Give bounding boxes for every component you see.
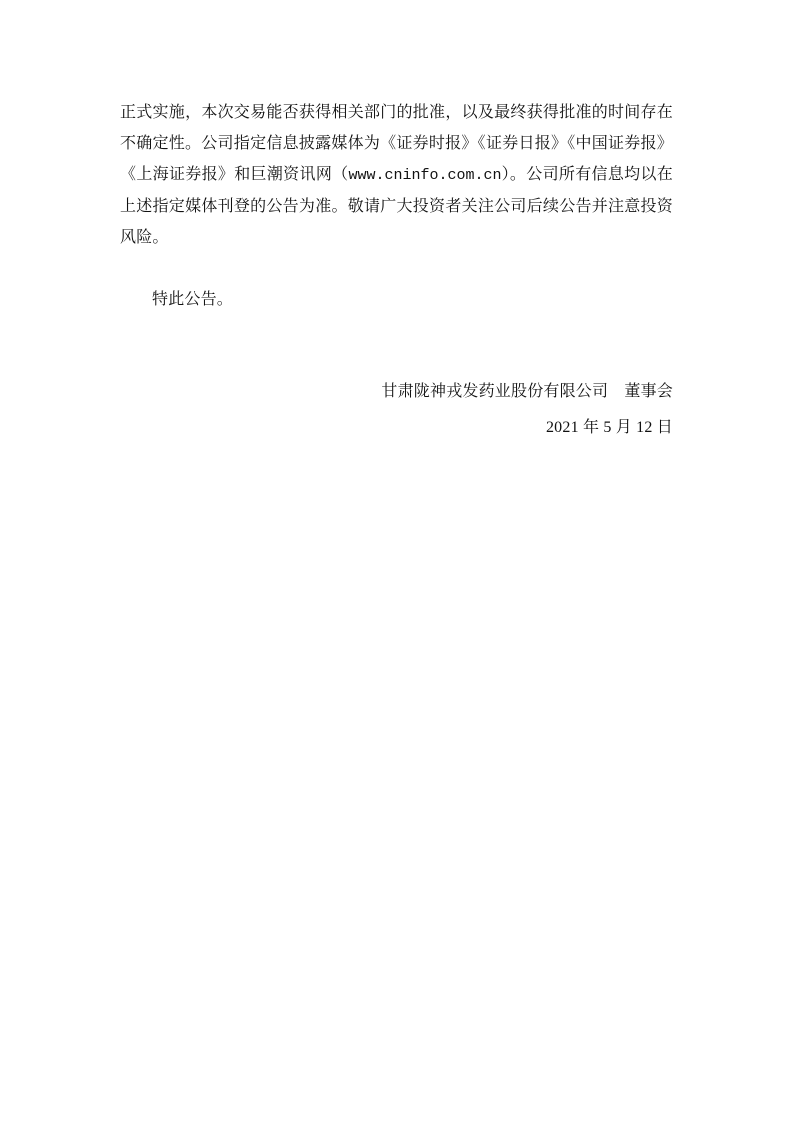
- document-content: [120, 97, 673, 443]
- signature-date: 2021 年 5 月 12 日: [545, 419, 673, 436]
- cninfo-url: www.cninfo.com.cn: [348, 167, 502, 184]
- body-paragraph: [120, 97, 673, 253]
- signature-block: [120, 376, 673, 443]
- signature-company: 甘肃陇神戎发药业股份有限公司 董事会: [381, 383, 673, 400]
- paragraph-text-after-url: ）。公司所有信息均以在上述指定媒体刊登的公告为准。敬请广大投资者关注公司后续公告并注意投资风险。: [120, 166, 673, 246]
- paragraph-text-before-url: 正式实施，本次交易能否获得相关部门的批准，以及最终获得批准的时间存在不确定性。公司指定信息披露媒体为《证券时报》《证券日报》《中国证券报》《上海证券报》和巨潮资讯网（: [120, 104, 673, 183]
- closing-notice: 特此公告。: [152, 291, 234, 308]
